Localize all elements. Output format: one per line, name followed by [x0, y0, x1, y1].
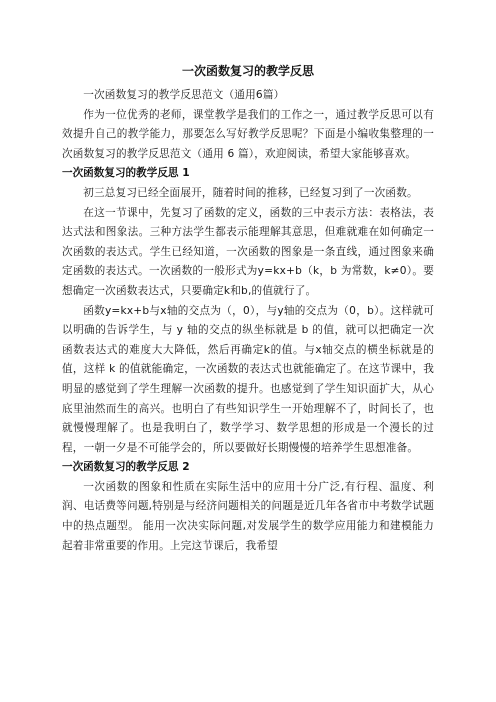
- section-1-paragraph: 函数y=kx+b与x轴的交点为（，0），与y轴的交点为（0，b）。这样就可以明确的告诉学生，与 y 轴的交点的纵坐标就是 b 的值，就可以把确定一次函数表达式的难度大大降低，然后再确定k的值。与x轴交点的横坐标就是的值，这样 k 的值就能确定，一次函数的表达式也就能确定了。在这节课中，我明显的感觉到了学生理解一次函数的提升。也感觉到了学生知识面扩大，从心底里油然而生的高兴。也明白了有些知识学生一开始理解不了，时间长了，也就慢慢理解了。也是我明白了，数学学习、数学思想的形成是一个漫长的过程，一朝一夕是不可能学会的，所以要做好长期慢慢的培养学生思想准备。: [62, 304, 434, 454]
- document-page: [62, 62, 434, 556]
- section-1-paragraph: 在这一节课中，先复习了函数的定义，函数的三中表示方法：表格法，表达式法和图象法。三种方法学生都表示能理解其意思，但难就难在如何确定一次函数的表达式。学生已经知道，一次函数的图象是一条直线，通过图象来确定函数的表达式。一次函数的一般形式为y=kx+b（k，b 为常数，k≠0）。要想确定一次函数表达式，只要确定k和b,的值就行了。: [62, 206, 434, 297]
- section-2-heading: 一次函数复习的教学反思 2: [62, 461, 190, 474]
- section-2-paragraph: 一次函数的图象和性质在实际生活中的应用十分广泛,有行程、温度、利润、电话费等问题,特别是与经济问题相关的问题是近几年各省市中考数学试题中的热点题型。 能用一次决实际问题,对发展学生的数学应用能力和建模能力起着非常重要的作用。上完这节课后，我希望: [62, 480, 434, 552]
- document-title: 一次函数复习的教学反思: [181, 64, 314, 78]
- intro-subtitle: 一次函数复习的教学反思范文（通用6篇）: [83, 89, 285, 101]
- section-1-heading: 一次函数复习的教学反思 1: [62, 167, 190, 180]
- section-1-paragraph: 初三总复习已经全面展开，随着时间的推移，已经复习到了一次函数。: [83, 186, 418, 199]
- intro-paragraph: 作为一位优秀的老师，课堂教学是我们的工作之一，通过教学反思可以有效提升自己的教学能力，那要怎么写好教学反思呢？下面是小编收集整理的一次函数复习的教学反思范文（通用 6 篇），欢迎阅读，希望大家能够喜欢。: [62, 108, 434, 160]
